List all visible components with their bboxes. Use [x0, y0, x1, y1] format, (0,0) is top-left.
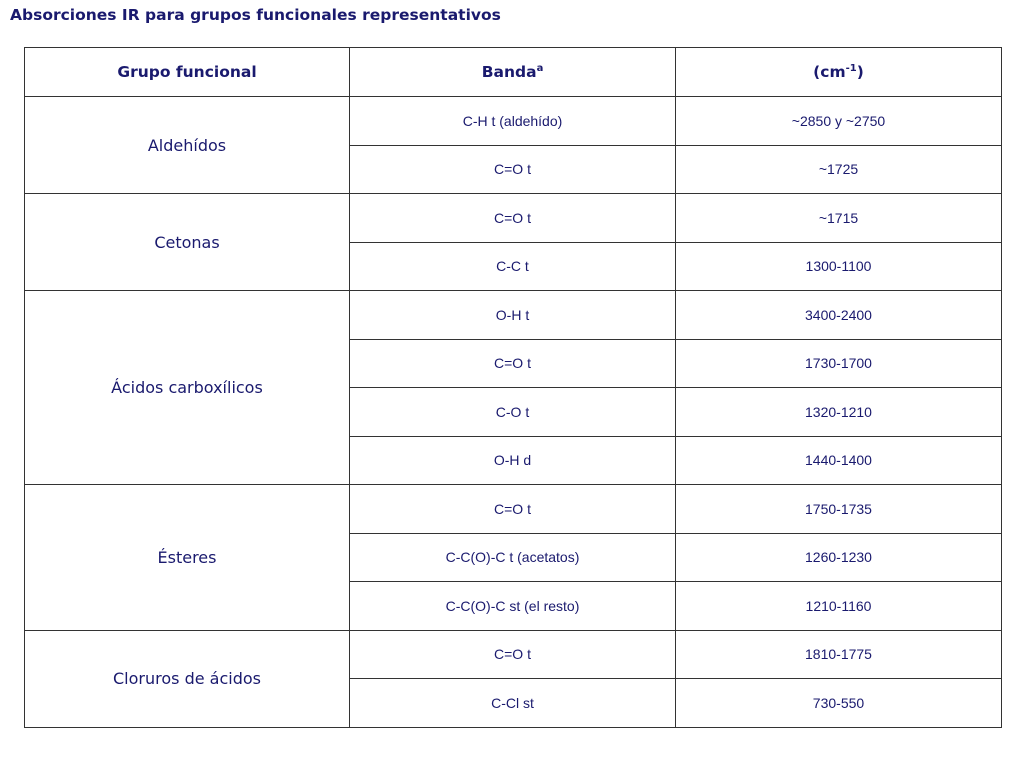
header-group — [25, 48, 350, 97]
band-cell: C-C t — [350, 242, 676, 291]
wavenumber-cell: 3400-2400 — [676, 291, 1002, 340]
wavenumber-cell: ~1715 — [676, 194, 1002, 243]
group-name: Cetonas — [154, 232, 220, 252]
header-wavenumber — [676, 48, 1002, 97]
wavenumber-cell: ~2850 y ~2750 — [676, 97, 1002, 146]
group-name: Ésteres — [157, 547, 217, 567]
band-cell: C-C(O)-C st (el resto) — [350, 582, 676, 631]
band-cell: C=O t — [350, 145, 676, 194]
wavenumber-cell: 1260-1230 — [676, 533, 1002, 582]
group-cell — [25, 630, 350, 727]
header-group-label: Grupo funcional — [117, 63, 257, 81]
table-row — [25, 97, 1002, 146]
table-row — [25, 291, 1002, 340]
wavenumber-cell: 1810-1775 — [676, 630, 1002, 679]
wavenumber-cell: 730-550 — [676, 679, 1002, 728]
band-cell: C-C(O)-C t (acetatos) — [350, 533, 676, 582]
table-body — [25, 97, 1002, 728]
wavenumber-cell: 1300-1100 — [676, 242, 1002, 291]
band-cell: C=O t — [350, 630, 676, 679]
header-wave-exponent: -1 — [845, 62, 857, 74]
band-cell: O-H t — [350, 291, 676, 340]
group-cell — [25, 97, 350, 194]
band-cell: C=O t — [350, 194, 676, 243]
header-band-label: Banda — [481, 63, 537, 81]
band-cell: C=O t — [350, 485, 676, 534]
band-cell: C-Cl st — [350, 679, 676, 728]
group-cell — [25, 194, 350, 291]
group-cell — [25, 291, 350, 485]
header-wave-close: ) — [856, 63, 864, 81]
band-cell: O-H d — [350, 436, 676, 485]
header-band — [350, 48, 676, 97]
group-name: Aldehídos — [147, 135, 227, 155]
band-cell: C-O t — [350, 388, 676, 437]
wavenumber-cell: ~1725 — [676, 145, 1002, 194]
group-name: Cloruros de ácidos — [113, 669, 261, 688]
table-row — [25, 194, 1002, 243]
group-name: Ácidos carboxílicos — [111, 378, 263, 397]
wavenumber-cell: 1440-1400 — [676, 436, 1002, 485]
band-cell: C=O t — [350, 339, 676, 388]
wavenumber-cell: 1750-1735 — [676, 485, 1002, 534]
wavenumber-cell: 1730-1700 — [676, 339, 1002, 388]
ir-absorption-table — [24, 47, 1002, 728]
header-wave-label: (cm — [813, 63, 846, 81]
page-title: Absorciones IR para grupos funcionales representativos — [10, 6, 501, 24]
header-band-footnote-mark: a — [536, 62, 544, 74]
band-cell: C-H t (aldehído) — [350, 97, 676, 146]
table-row — [25, 630, 1002, 679]
wavenumber-cell: 1320-1210 — [676, 388, 1002, 437]
table-header-row — [25, 48, 1002, 97]
wavenumber-cell: 1210-1160 — [676, 582, 1002, 631]
group-cell — [25, 485, 350, 631]
table-row — [25, 485, 1002, 534]
